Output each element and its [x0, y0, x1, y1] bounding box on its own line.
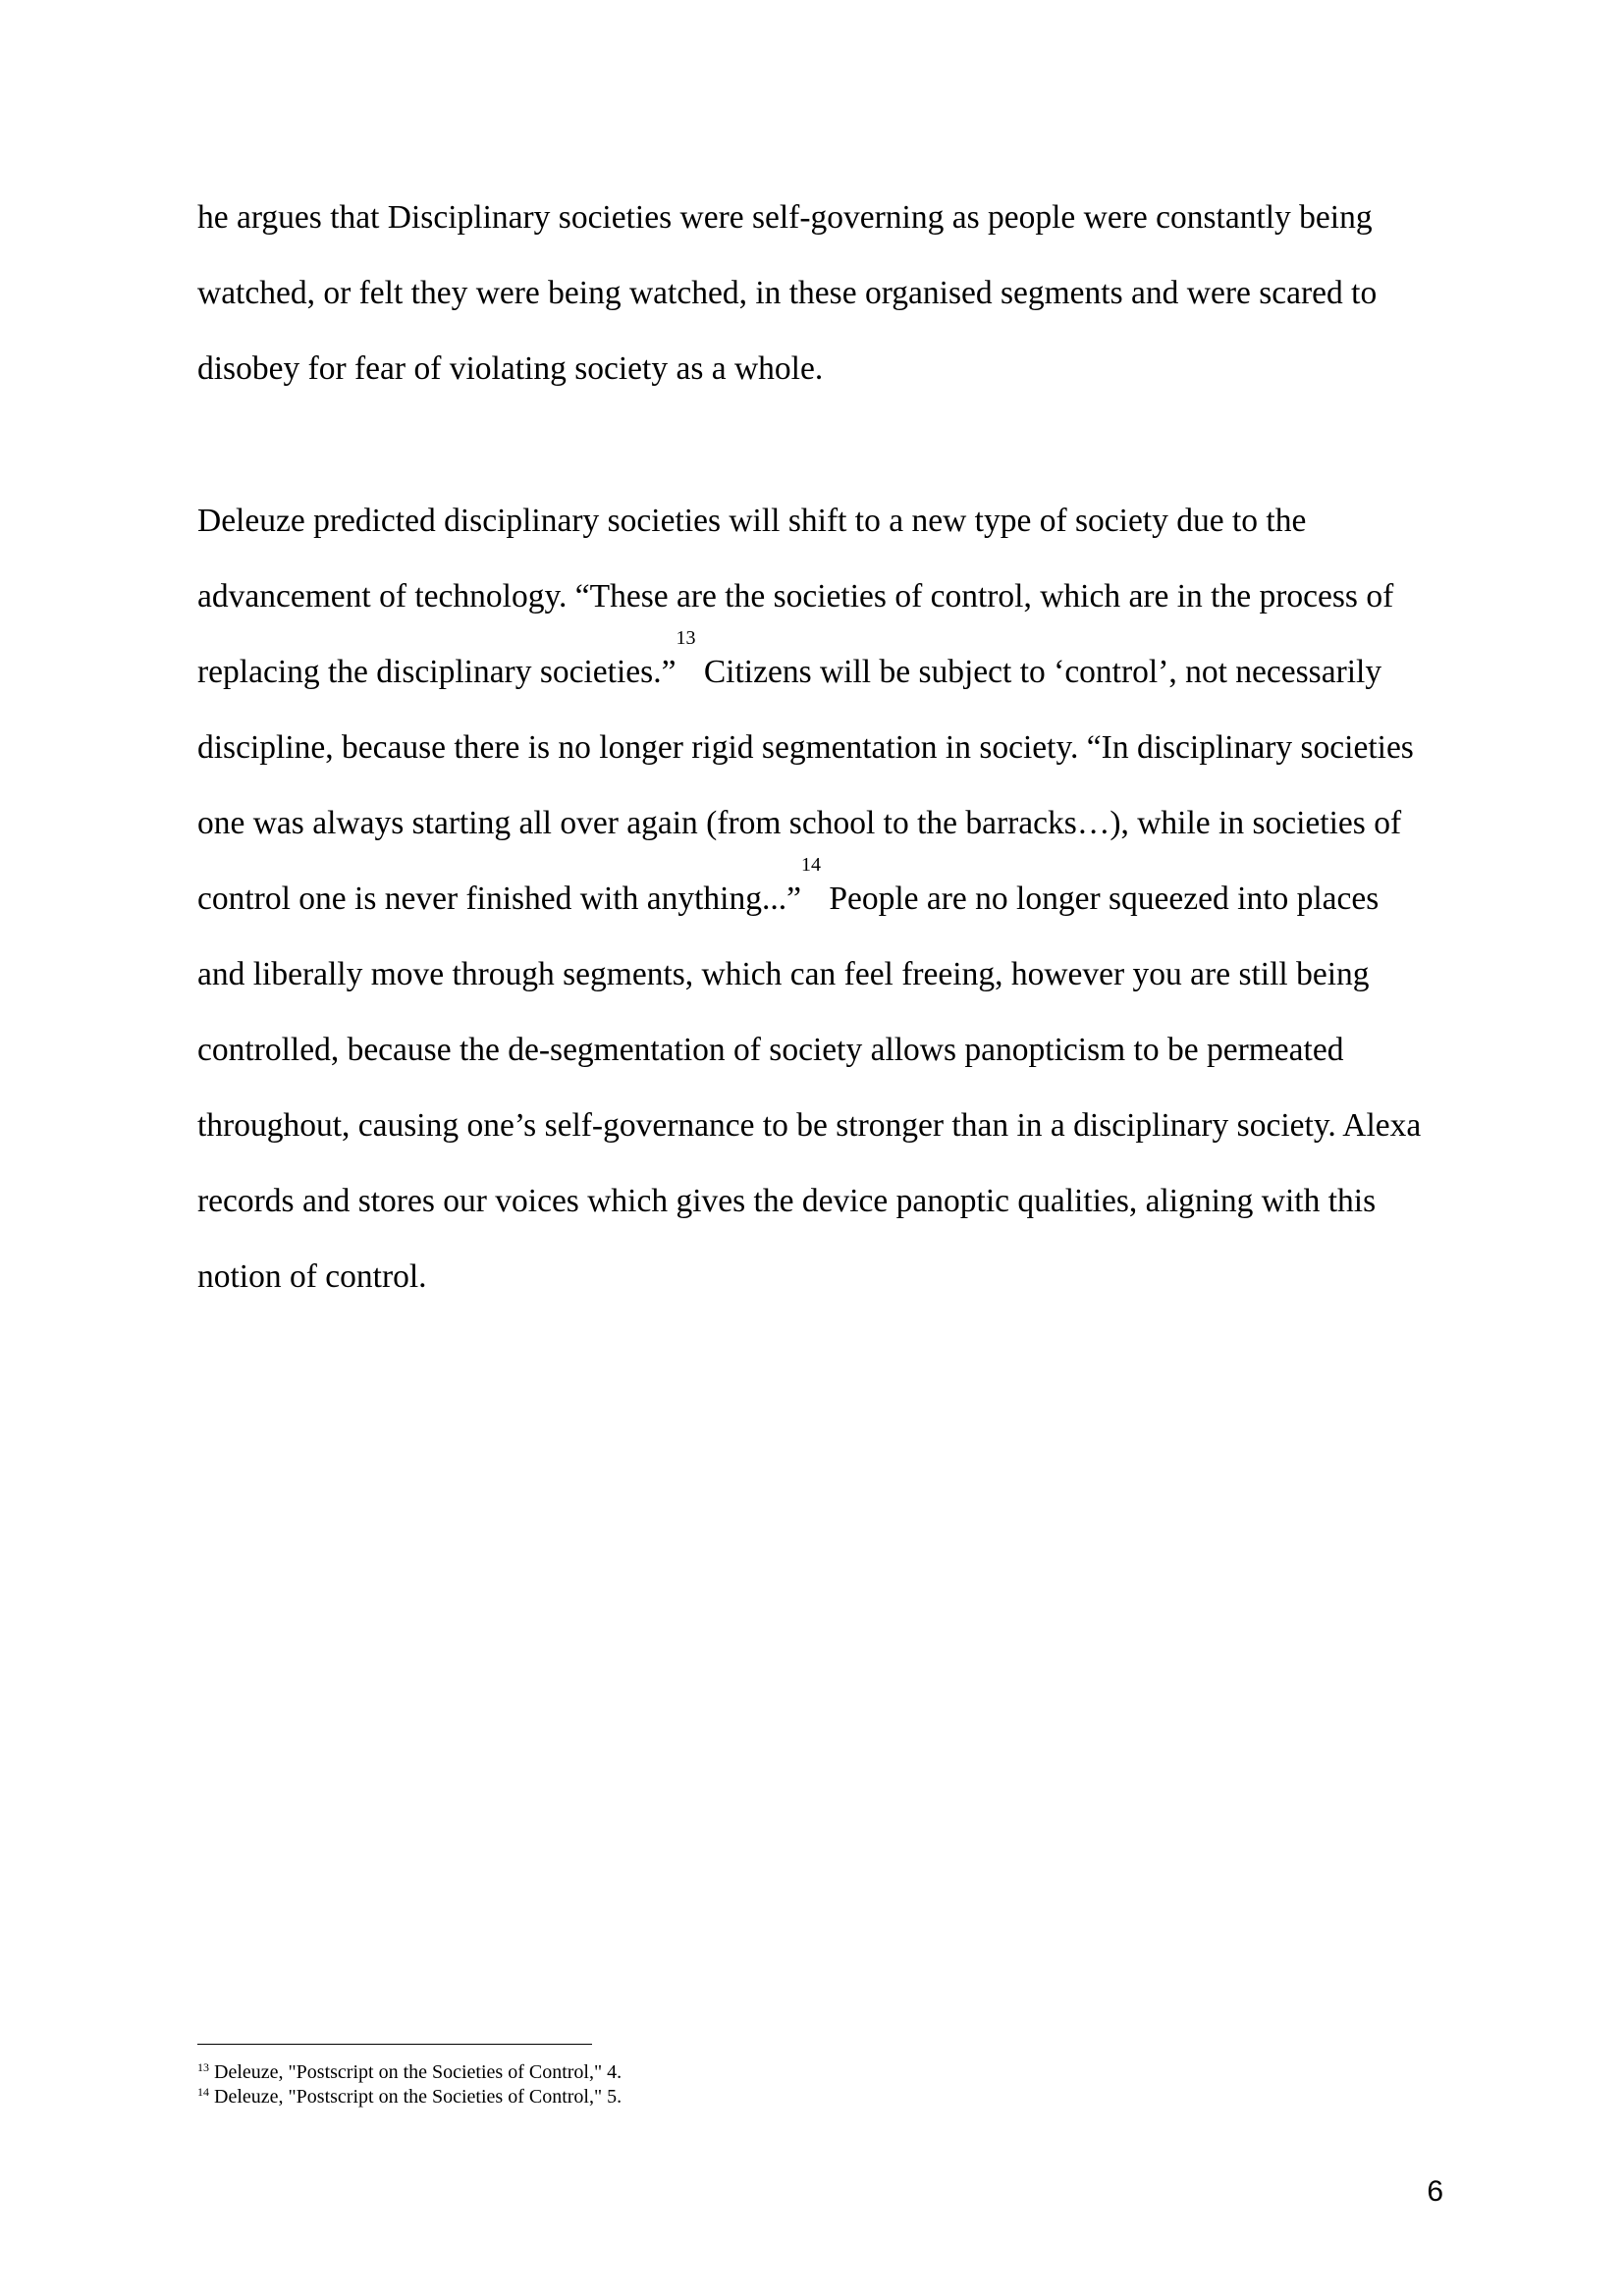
- text-segment: Citizens will be subject to ‘control’, not necessarily: [695, 654, 1382, 690]
- footnote-text: Deleuze, "Postscript on the Societies of Control," 4.: [209, 2061, 623, 2083]
- text-segment: control one is never finished with anything...”: [197, 881, 801, 917]
- footnote-divider: [197, 2044, 592, 2045]
- text-line: controlled, because the de-segmentation of society allows panopticism to be permeated: [197, 1032, 1344, 1068]
- text-line: [197, 854, 1435, 936]
- text-line: discipline, because there is no longer rigid segmentation in society. “In disciplinary societies: [197, 729, 1414, 766]
- footnote-reference[interactable]: 13: [676, 627, 696, 649]
- text-segment: People are no longer squeezed into places: [820, 881, 1380, 917]
- text-line: records and stores our voices which gives the device panoptic qualities, aligning with this: [197, 1183, 1377, 1219]
- text-line: notion of control.: [197, 1258, 427, 1295]
- footnotes: [197, 2060, 622, 2109]
- text-line: watched, or felt they were being watched, in these organised segments and were scared to: [197, 275, 1378, 311]
- text-line: [197, 627, 1435, 710]
- text-line: advancement of technology. “These are the societies of control, which are in the process of: [197, 578, 1394, 614]
- text-line: one was always starting all over again (from school to the barracks…), while in societies of: [197, 805, 1402, 841]
- page-number: 6: [1427, 2175, 1443, 2208]
- footnote-13: [197, 2060, 622, 2085]
- paragraph-1: [197, 180, 1435, 406]
- text-line: he argues that Disciplinary societies were self-governing as people were constantly being: [197, 199, 1373, 236]
- footnote-number: 13: [197, 2060, 209, 2074]
- text-line: and liberally move through segments, which can feel freeing, however you are still being: [197, 956, 1370, 992]
- text-line: disobey for fear of violating society as a whole.: [197, 350, 824, 387]
- footnote-number: 14: [197, 2085, 209, 2099]
- footnote-text: Deleuze, "Postscript on the Societies of Control," 5.: [209, 2086, 623, 2108]
- footnote-reference[interactable]: 14: [800, 854, 821, 876]
- text-line: throughout, causing one’s self-governance to be stronger than in a disciplinary society. Alexa: [197, 1107, 1422, 1144]
- text-segment: replacing the disciplinary societies.”: [197, 654, 677, 690]
- paragraph-2: [197, 483, 1435, 1314]
- text-line: Deleuze predicted disciplinary societies will shift to a new type of society due to the: [197, 503, 1307, 539]
- footnote-14: [197, 2085, 622, 2109]
